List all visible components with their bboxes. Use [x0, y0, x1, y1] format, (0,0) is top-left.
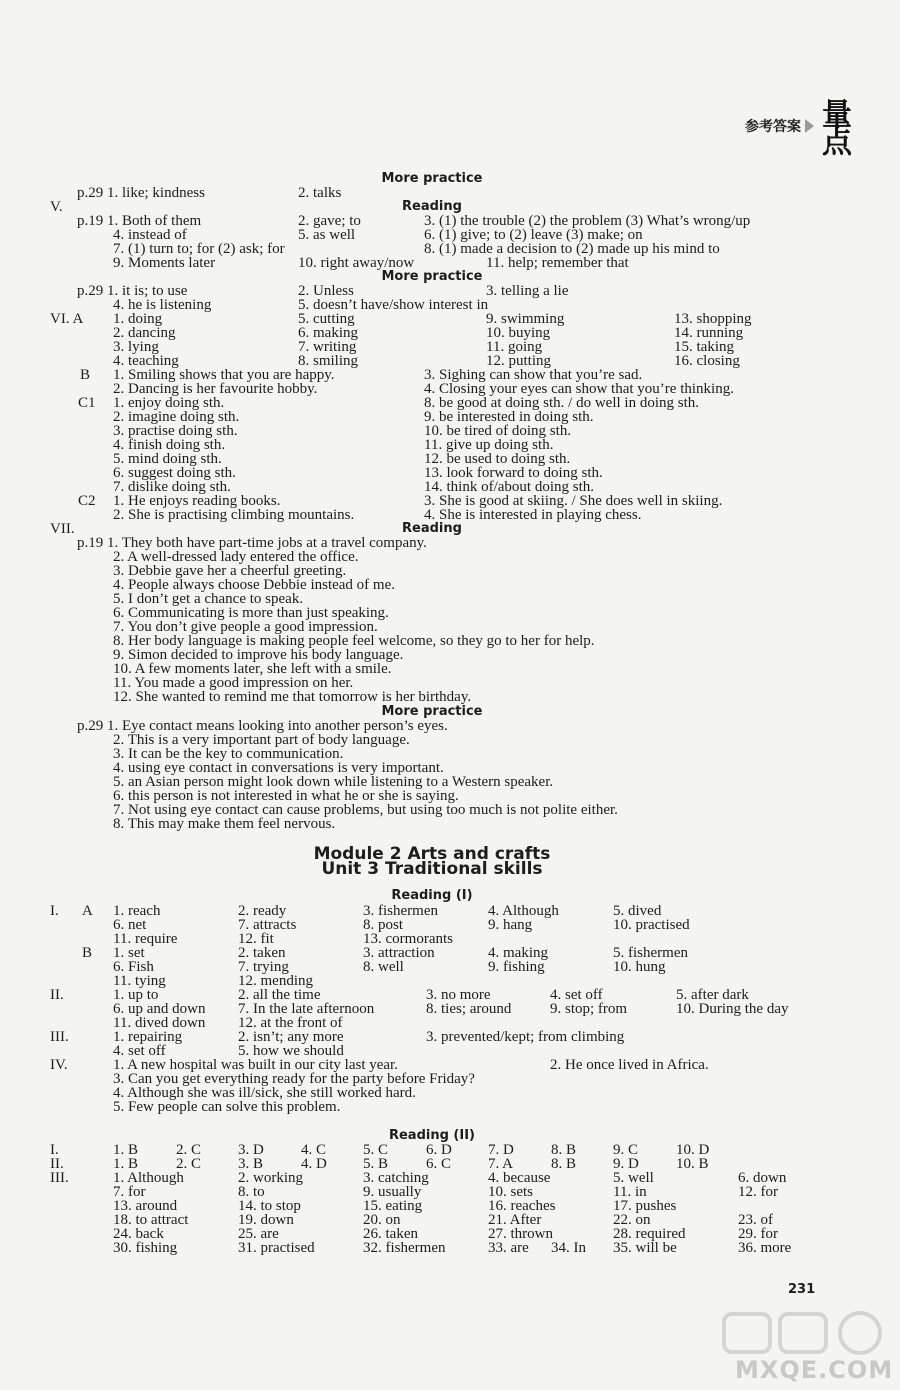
answer-item: 35. will be: [613, 1240, 677, 1256]
answer-item: 15. eating: [363, 1198, 423, 1214]
answer-item: 11. tying: [113, 973, 166, 989]
page-number: 231: [788, 1282, 816, 1297]
answer-item: 27. thrown: [488, 1226, 553, 1242]
answer-item: 12. mending: [238, 973, 313, 989]
answer-item: 3. prevented/kept; from climbing: [426, 1029, 625, 1045]
answer-item: 5. C: [363, 1142, 389, 1158]
answer-item: 3. D: [238, 1142, 264, 1158]
answer-item: 9. hang: [488, 917, 533, 933]
answer-item: 2. dancing: [113, 325, 176, 341]
answer-item: 6. making: [298, 325, 358, 341]
answer-item: 8. ties; around: [426, 1001, 512, 1017]
answer-item: 3. no more: [426, 987, 491, 1003]
answer-item: 2. isn’t; any more: [238, 1029, 344, 1045]
answer-item: 9. be interested in doing sth.: [424, 409, 594, 425]
answer-item: 11. You made a good impression on her.: [113, 675, 354, 691]
answer-item: 3. lying: [113, 339, 159, 355]
answer-item: 13. look forward to doing sth.: [424, 465, 603, 481]
answer-item: II.: [50, 1156, 64, 1172]
answer-item: 13. around: [113, 1198, 178, 1214]
answer-item: 3. catching: [363, 1170, 429, 1186]
answer-item: 14. running: [674, 325, 744, 341]
answer-item: 7. dislike doing sth.: [113, 479, 231, 495]
section-heading: Reading: [402, 521, 462, 536]
answer-item: 12. She wanted to remind me that tomorrow is her birthday.: [113, 689, 472, 705]
answer-item: 34. In: [551, 1240, 586, 1256]
answer-item: 1. B: [113, 1142, 139, 1158]
answer-item: 5. well: [613, 1170, 654, 1186]
answer-item: 16. closing: [674, 353, 740, 369]
answer-item: 25. are: [238, 1226, 279, 1242]
answer-item: p.19 1. Both of them: [77, 213, 202, 229]
answer-item: 4. set off: [550, 987, 603, 1003]
watermark-text: MXQE.COM: [735, 1356, 894, 1384]
header-title: 参考答案: [745, 119, 801, 135]
answer-item: 29. for: [738, 1226, 778, 1242]
answer-item: 2. ready: [238, 903, 287, 919]
answer-item: 2. imagine doing sth.: [113, 409, 240, 425]
answer-item: 10. B: [676, 1156, 709, 1172]
answer-item: 8. B: [551, 1142, 577, 1158]
answer-item: 8. to: [238, 1184, 265, 1200]
answer-item: 20. on: [363, 1212, 401, 1228]
answer-item: 11. in: [613, 1184, 647, 1200]
answer-item: 1. reach: [113, 903, 161, 919]
answer-item: 2. taken: [238, 945, 286, 961]
answer-item: C2: [78, 493, 96, 509]
answer-item: 8. post: [363, 917, 404, 933]
answer-item: 4. finish doing sth.: [113, 437, 226, 453]
answer-item: p.19 1. They both have part-time jobs at a travel company.: [77, 535, 427, 551]
answer-item: 14. to stop: [238, 1198, 301, 1214]
answer-item: 9. stop; from: [550, 1001, 628, 1017]
answer-item: 32. fishermen: [363, 1240, 446, 1256]
answer-item: 5. after dark: [676, 987, 749, 1003]
answer-item: 6. C: [426, 1156, 452, 1172]
answer-item: 1. up to: [113, 987, 159, 1003]
answer-item: 3. B: [238, 1156, 264, 1172]
arrow-icon: [805, 119, 814, 133]
answer-item: A: [82, 903, 93, 919]
answer-item: 8. Her body language is making people feel welcome, so they go to her for help.: [113, 633, 595, 649]
answer-item: 9. Moments later: [113, 255, 216, 271]
answer-item: 2. Dancing is her favourite hobby.: [113, 381, 318, 397]
answer-item: 31. practised: [238, 1240, 315, 1256]
answer-item: 1. set: [113, 945, 145, 961]
answer-item: III.: [50, 1170, 69, 1186]
answer-item: 5. I don’t get a chance to speak.: [113, 591, 304, 607]
module-heading: Module 2 Arts and crafts: [313, 844, 551, 864]
answer-item: p.29 1. like; kindness: [77, 185, 205, 201]
section-heading: Reading: [402, 199, 462, 214]
answer-item: 2. He once lived in Africa.: [550, 1057, 709, 1073]
answer-item: p.29 1. it is; to use: [77, 283, 188, 299]
answer-item: 5. how we should: [238, 1043, 344, 1059]
answer-item: 4. using eye contact in conversations is very important.: [113, 760, 444, 776]
answer-item: 3. She is good at skiing. / She does well in skiing.: [424, 493, 723, 509]
module-heading: Unit 3 Traditional skills: [321, 859, 543, 879]
answer-item: 1. Although: [113, 1170, 184, 1186]
answer-item: 7. trying: [238, 959, 289, 975]
answer-item: 3. Sighing can show that you’re sad.: [424, 367, 643, 383]
answer-item: 3. It can be the key to communication.: [113, 746, 344, 762]
answer-item: 6. up and down: [113, 1001, 206, 1017]
answer-item: 3. telling a lie: [486, 283, 569, 299]
answer-item: 2. Unless: [298, 283, 354, 299]
answer-item: I.: [50, 1142, 59, 1158]
answer-item: 2. gave; to: [298, 213, 361, 229]
answer-item: 1. doing: [113, 311, 163, 327]
answer-item: 4. Although she was ill/sick, she still worked hard.: [113, 1085, 416, 1101]
answer-item: 5. fishermen: [613, 945, 688, 961]
answer-item: 1. enjoy doing sth.: [113, 395, 225, 411]
answer-item: 4. set off: [113, 1043, 166, 1059]
section-heading: Reading (I): [391, 888, 473, 903]
answer-item: 7. You don’t give people a good impression.: [113, 619, 378, 635]
answer-item: 4. C: [301, 1142, 327, 1158]
answer-item: 3. fishermen: [363, 903, 438, 919]
answer-item: 3. Debbie gave her a cheerful greeting.: [113, 563, 347, 579]
section-heading: More practice: [381, 269, 483, 284]
answer-item: VI. A: [50, 311, 84, 327]
answer-item: 22. on: [613, 1212, 651, 1228]
answer-item: 14. think of/about doing sth.: [424, 479, 594, 495]
answer-item: 13. shopping: [674, 311, 752, 327]
answer-item: 15. taking: [674, 339, 734, 355]
answer-item: 9. usually: [363, 1184, 422, 1200]
answer-item: 3. Can you get everything ready for the party before Friday?: [113, 1071, 475, 1087]
answer-item: 6. net: [113, 917, 147, 933]
answer-item: 11. require: [113, 931, 178, 947]
answer-item: 21. After: [488, 1212, 542, 1228]
answer-item: 30. fishing: [113, 1240, 178, 1256]
answer-item: 9. C: [613, 1142, 639, 1158]
answer-item: 2. all the time: [238, 987, 321, 1003]
answer-item: C1: [78, 395, 96, 411]
answer-item: 17. pushes: [613, 1198, 677, 1214]
answer-item: 8. smiling: [298, 353, 359, 369]
answer-item: 11. help; remember that: [486, 255, 629, 271]
answer-item: 12. fit: [238, 931, 274, 947]
answer-item: 2. A well-dressed lady entered the office.: [113, 549, 359, 565]
answer-item: 4. Although: [488, 903, 559, 919]
answer-item: 5. dived: [613, 903, 662, 919]
answer-item: 6. down: [738, 1170, 787, 1186]
answer-item: 26. taken: [363, 1226, 418, 1242]
answer-item: 2. talks: [298, 185, 342, 201]
answer-item: 11. dived down: [113, 1015, 206, 1031]
section-heading: Reading (II): [388, 1128, 475, 1143]
answer-item: 5. an Asian person might look down while listening to a Western speaker.: [113, 774, 554, 790]
answer-item: 6. Fish: [113, 959, 154, 975]
answer-item: 3. practise doing sth.: [113, 423, 238, 439]
answer-item: 12. for: [738, 1184, 778, 1200]
answer-item: 10. right away/now: [298, 255, 415, 271]
answer-item: 2. C: [176, 1156, 202, 1172]
answer-item: 5. Few people can solve this problem.: [113, 1099, 341, 1115]
answer-item: 3. attraction: [363, 945, 435, 961]
answer-item: 1. He enjoys reading books.: [113, 493, 281, 509]
answer-item: 12. at the front of: [238, 1015, 343, 1031]
answer-item: 7. writing: [298, 339, 357, 355]
answer-item: 7. Not using eye contact can cause problems, but using too much is not polite either.: [113, 802, 618, 818]
answer-item: 9. fishing: [488, 959, 545, 975]
answer-item: 36. more: [738, 1240, 792, 1256]
answer-item: 1. A new hospital was built in our city last year.: [113, 1057, 398, 1073]
answer-item: 8. This may make them feel nervous.: [113, 816, 336, 832]
answer-item: 24. back: [113, 1226, 164, 1242]
answer-item: 10. During the day: [676, 1001, 789, 1017]
answer-item: 6. this person is not interested in what he or she is saying.: [113, 788, 459, 804]
answer-item: III.: [50, 1029, 69, 1045]
answer-item: 7. attracts: [238, 917, 297, 933]
answer-item: 28. required: [613, 1226, 686, 1242]
answer-item: 7. D: [488, 1142, 514, 1158]
answer-item: 19. down: [238, 1212, 294, 1228]
answer-item: 8. be good at doing sth. / do well in doing sth.: [424, 395, 699, 411]
answer-item: 10. practised: [613, 917, 690, 933]
answer-item: II.: [50, 987, 64, 1003]
answer-item: p.29 1. Eye contact means looking into another person’s eyes.: [77, 718, 448, 734]
answer-item: 8. (1) made a decision to (2) made up his mind to: [424, 241, 720, 257]
answer-item: 4. because: [488, 1170, 551, 1186]
answer-item: 8. well: [363, 959, 404, 975]
answer-item: I.: [50, 903, 59, 919]
answer-item: 5. as well: [298, 227, 356, 243]
answer-item: 1. repairing: [113, 1029, 183, 1045]
answer-item: 10. buying: [486, 325, 551, 341]
answer-item: B: [80, 367, 91, 383]
answer-item: 6. (1) give; to (2) leave (3) make; on: [424, 227, 643, 243]
answer-item: 5. mind doing sth.: [113, 451, 222, 467]
answer-item: B: [82, 945, 93, 961]
answer-item: 4. teaching: [113, 353, 179, 369]
section-heading: More practice: [381, 704, 483, 719]
answer-item: 5. B: [363, 1156, 389, 1172]
answer-item: 2. This is a very important part of body language.: [113, 732, 410, 748]
answer-item: 7. A: [488, 1156, 514, 1172]
answer-item: 11. going: [486, 339, 543, 355]
answer-item: 12. putting: [486, 353, 552, 369]
answer-item: 4. She is interested in playing chess.: [424, 507, 642, 523]
answer-item: 5. doesn’t have/show interest in: [298, 297, 489, 313]
answer-item: 9. D: [613, 1156, 639, 1172]
brand-logo: 量点: [816, 98, 851, 154]
answer-item: 4. People always choose Debbie instead of me.: [113, 577, 396, 593]
answer-item: 12. be used to doing sth.: [424, 451, 571, 467]
answer-item: 11. give up doing sth.: [424, 437, 554, 453]
answer-item: 9. Simon decided to improve his body language.: [113, 647, 404, 663]
answer-item: 4. making: [488, 945, 548, 961]
answer-item: 13. cormorants: [363, 931, 453, 947]
answer-item: 6. suggest doing sth.: [113, 465, 236, 481]
answer-item: 9. swimming: [486, 311, 565, 327]
page-header: [745, 98, 851, 154]
answer-item: 7. In the late afternoon: [238, 1001, 375, 1017]
answer-item: 7. (1) turn to; for (2) ask; for: [113, 241, 285, 257]
answer-item: 2. working: [238, 1170, 303, 1186]
answer-item: 33. are: [488, 1240, 529, 1256]
answer-item: 1. B: [113, 1156, 139, 1172]
answer-item: 10. D: [676, 1142, 710, 1158]
answer-item: 23. of: [738, 1212, 773, 1228]
answer-item: IV.: [50, 1057, 68, 1073]
answer-item: 8. B: [551, 1156, 577, 1172]
answer-item: 4. he is listening: [113, 297, 212, 313]
answer-item: 2. She is practising climbing mountains.: [113, 507, 355, 523]
answer-item: 5. cutting: [298, 311, 355, 327]
answer-item: 2. C: [176, 1142, 202, 1158]
answer-item: 6. D: [426, 1142, 452, 1158]
answer-item: 16. reaches: [488, 1198, 556, 1214]
answer-item: VII.: [50, 521, 75, 537]
answer-item: 4. instead of: [113, 227, 187, 243]
answer-item: 4. D: [301, 1156, 327, 1172]
section-heading: More practice: [381, 171, 483, 186]
answer-item: 1. Smiling shows that you are happy.: [113, 367, 335, 383]
answer-item: 4. Closing your eyes can show that you’re thinking.: [424, 381, 734, 397]
answer-item: 10. A few moments later, she left with a smile.: [113, 661, 392, 677]
answer-item: 10. sets: [488, 1184, 533, 1200]
answer-item: 6. Communicating is more than just speaking.: [113, 605, 389, 621]
answer-item: 10. be tired of doing sth.: [424, 423, 572, 439]
answer-item: 3. (1) the trouble (2) the problem (3) What’s wrong/up: [424, 213, 751, 229]
answer-item: 18. to attract: [113, 1212, 189, 1228]
answer-item: V.: [50, 199, 63, 215]
answer-item: 7. for: [113, 1184, 146, 1200]
answer-item: 10. hung: [613, 959, 666, 975]
